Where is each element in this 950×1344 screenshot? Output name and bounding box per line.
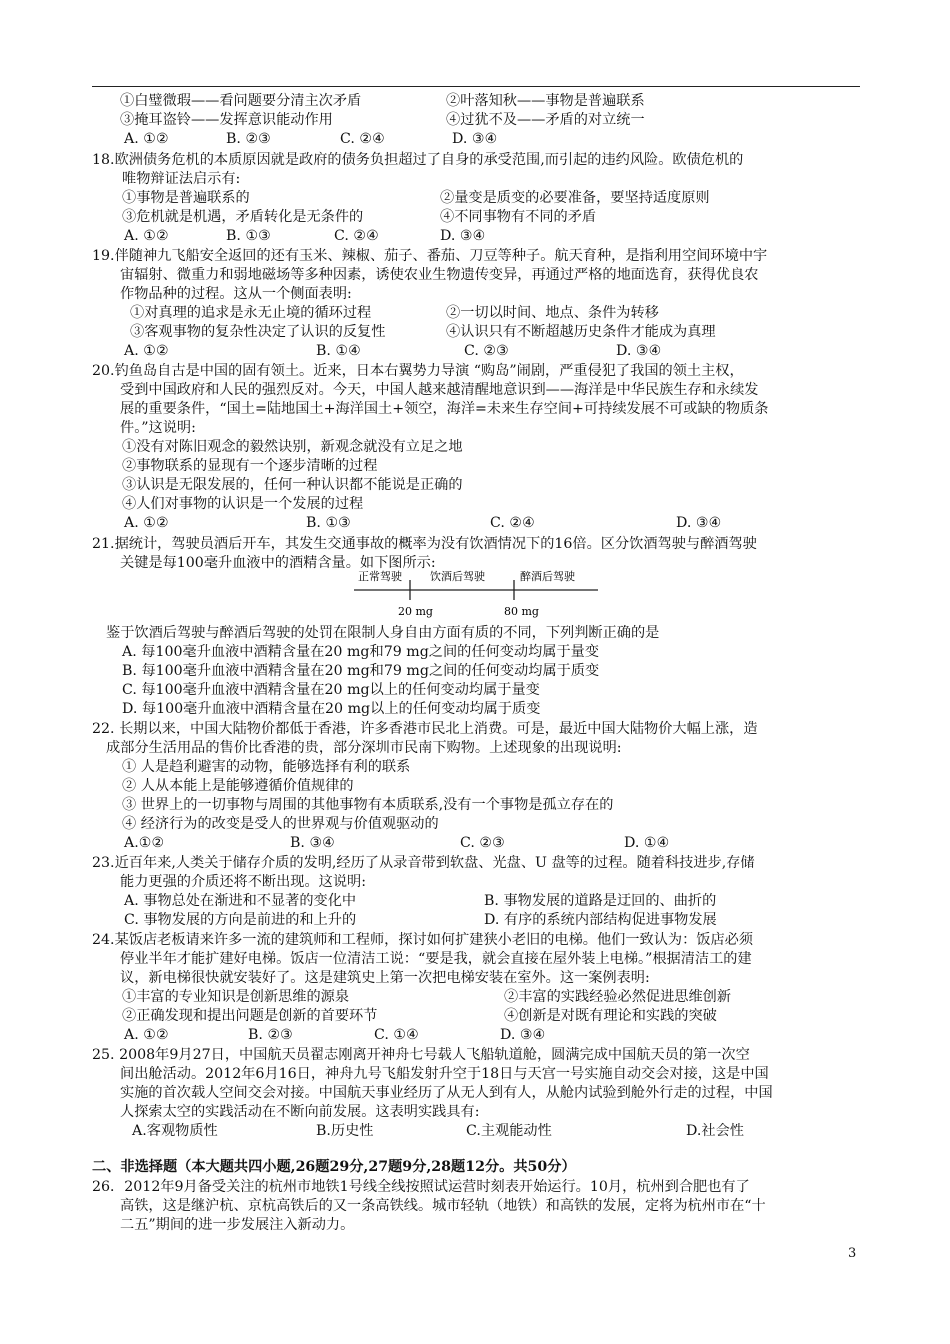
q19-stem-line1: 19.伴随神九飞船安全返回的还有玉米、辣椒、茄子、番茄、刀豆等种子。航天育种，是指利用空间环境中宇: [92, 248, 768, 264]
q22-option-2: ② 人从本能上是能够遵循价值规律的: [122, 778, 354, 794]
q22-choice-b: B. ③④: [290, 835, 335, 851]
q22-option-3: ③ 世界上的一切事物与周围的其他事物有本质联系,没有一个事物是孤立存在的: [122, 797, 614, 813]
q23-stem-line2: 能力更强的介质还将不断出现。这说明:: [120, 874, 366, 890]
q17-option-4: ④过犹不及——矛盾的对立统一: [446, 112, 645, 128]
q17-choice-d: D. ③④: [452, 131, 498, 147]
q18-stem-line1: 18.欧洲债务危机的本质原因就是政府的债务负担超过了自身的承受范围,而引起的违约风险。欧债危机的: [92, 152, 744, 168]
q20-stem-line4: 件。”这说明:: [120, 420, 196, 436]
q25-stem-line4: 人探索太空的实践活动在不断向前发展。这表明实践具有:: [120, 1104, 480, 1120]
q18-option-4: ④不同事物有不同的矛盾: [440, 209, 597, 225]
q24-choice-a: A. ①②: [124, 1027, 169, 1043]
q22-option-1: ① 人是趋利避害的动物，能够选择有利的联系: [122, 759, 411, 775]
q26-stem-line1: 26．2012年9月备受关注的杭州市地铁1号线全线按照试运营时刻表开始运行。10月，杭州到合肥也有了: [92, 1179, 750, 1195]
q18-choice-c: C. ②④: [334, 228, 379, 244]
q22-option-4: ④ 经济行为的改变是受人的世界观与价值观驱动的: [122, 816, 439, 832]
q21-option-a: A. 每100毫升血液中酒精含量在20 mg和79 mg之间的任何变动均属于量变: [122, 644, 600, 660]
q24-option-3: ②正确发现和提出问题是创新的首要环节: [122, 1008, 378, 1024]
q21-option-b: B. 每100毫升血液中酒精含量在20 mg和79 mg之间的任何变动均属于质变: [122, 663, 600, 679]
q22-choice-d: D. ①④: [624, 835, 670, 851]
q23-option-b: B. 事物发展的道路是迂回的、曲折的: [484, 893, 717, 909]
q20-stem-line1: 20.钓鱼岛自古是中国的固有领土。近来，日本右翼势力导演 “购岛”闹剧，严重侵犯了我国的领土主权，: [92, 363, 744, 379]
q23-option-a: A. 事物总处在渐进和不显著的变化中: [124, 893, 357, 909]
q20-option-3: ③认识是无限发展的，任何一种认识都不能说是正确的: [122, 477, 463, 493]
q20-option-4: ④人们对事物的认识是一个发展的过程: [122, 496, 364, 512]
q17-option-1: ①白璧微瑕——看问题要分清主次矛盾: [120, 93, 362, 109]
q18-choice-d: D. ③④: [440, 228, 486, 244]
q19-stem-line2: 宙辐射、微重力和弱地磁场等多种因素，诱使农业生物遗传变异，再通过严格的地面选育，获得优良农: [120, 267, 759, 283]
q17-choice-a: A. ①②: [124, 131, 169, 147]
q26-stem-line2: 高铁，这是继沪杭、京杭高铁后的又一条高铁线。城市轻轨（地铁）和高铁的发展，定将为杭州市在“十: [120, 1198, 766, 1214]
q18-choice-b: B. ①③: [226, 228, 271, 244]
q24-stem-line3: 议，新电梯很快就安装好了。这是建筑史上第一次把电梯安装在室外。这一案例表明:: [120, 970, 650, 986]
q19-choice-d: D. ③④: [616, 343, 662, 359]
q20-option-2: ②事物联系的显现有一个逐步清晰的过程: [122, 458, 378, 474]
q23-stem-line1: 23.近百年来,人类关于储存介质的发明,经历了从录音带到软盘、光盘、U 盘等的过程。随着科技进步,存储: [92, 855, 755, 871]
q17-option-3: ③掩耳盗铃——发挥意识能动作用: [120, 112, 333, 128]
q20-choice-d: D. ③④: [676, 515, 722, 531]
q20-option-1: ①没有对陈旧观念的毅然诀别，新观念就没有立足之地: [122, 439, 463, 455]
q21-stem-line3: 鉴于饮酒后驾驶与醉酒后驾驶的处罚在限制人身自由方面有质的不同，下列判断正确的是: [106, 625, 660, 641]
q19-option-4: ④认识只有不断超越历史条件才能成为真理: [446, 324, 716, 340]
q18-choice-a: A. ①②: [124, 228, 169, 244]
q18-option-3: ③危机就是机遇，矛盾转化是无条件的: [122, 209, 364, 225]
q21-stem-line1: 21.据统计，驾驶员酒后开车，其发生交通事故的概率为没有饮酒情况下的16倍。区分饮酒驾驶与醉酒驾驶: [92, 536, 757, 552]
q19-choice-c: C. ②③: [464, 343, 509, 359]
q23-option-d: D. 有序的系统内部结构促进事物发展: [484, 912, 717, 928]
q24-choice-d: D. ③④: [500, 1027, 546, 1043]
page-number: 3: [848, 1246, 857, 1261]
diagram-mark-80mg: 80 mg: [504, 605, 539, 618]
q20-stem-line3: 展的重要条件，“国土=陆地国土+海洋国土+领空，海洋=未来生存空间+可持续发展不可或缺的物质条: [120, 401, 769, 417]
q26-stem-line3: 二五”期间的进一步发展注入新动力。: [120, 1217, 355, 1233]
q24-option-4: ④创新是对既有理论和实践的突破: [504, 1008, 717, 1024]
q19-choice-b: B. ①④: [316, 343, 361, 359]
q20-choice-c: C. ②④: [490, 515, 535, 531]
q19-option-1: ①对真理的追求是永无止境的循环过程: [130, 305, 372, 321]
q25-choice-c: C.主观能动性: [466, 1123, 552, 1139]
header-rule: [92, 86, 860, 87]
section-heading: 二、非选择题（本大题共四小题,26题29分,27题9分,28题12分。共50分）: [92, 1159, 576, 1175]
q25-stem-line1: 25. 2008年9月27日，中国航天员翟志刚离开神舟七号载人飞船轨道舱，圆满完成中国航天员的第一次空: [92, 1047, 750, 1063]
q22-stem-line1: 22. 长期以来，中国大陆物价都低于香港，许多香港市民北上消费。可是，最近中国大陆物价大幅上涨，造: [92, 721, 758, 737]
q24-stem-line2: 停业半年才能扩建好电梯。饭店一位清洁工说：“要是我，就会直接在屋外装上电梯。”根据清洁工的建: [120, 951, 752, 967]
q19-option-2: ②一切以时间、地点、条件为转移: [446, 305, 659, 321]
q19-option-3: ③客观事物的复杂性决定了认识的反复性: [130, 324, 386, 340]
q25-choice-a: A.客观物质性: [132, 1123, 218, 1139]
q24-option-2: ②丰富的实践经验必然促进思维创新: [504, 989, 732, 1005]
q25-stem-line2: 间出舱活动。2012年6月16日，神舟九号飞船发射升空于18日与天宫一号实施自动交会对接，这是中国: [120, 1066, 769, 1082]
q20-choice-a: A. ①②: [124, 515, 169, 531]
q19-stem-line3: 作物品种的过程。这从一个侧面表明:: [120, 286, 352, 302]
q24-stem-line1: 24.某饭店老板请来许多一流的建筑师和工程师，探讨如何扩建狭小老旧的电梯。他们一致认为：饭店必须: [92, 932, 754, 948]
q21-option-c: C. 每100毫升血液中酒精含量在20 mg以上的任何变动均属于量变: [122, 682, 540, 698]
q24-choice-c: C. ①④: [374, 1027, 419, 1043]
diagram-mark-20mg: 20 mg: [398, 605, 433, 618]
q21-option-d: D. 每100毫升血液中酒精含量在20 mg以上的任何变动均属于质变: [122, 701, 541, 717]
q19-choice-a: A. ①②: [124, 343, 169, 359]
q20-choice-b: B. ①③: [306, 515, 351, 531]
q25-choice-d: D.社会性: [686, 1123, 744, 1139]
diagram-label-after-drinking: 饮酒后驾驶: [430, 570, 485, 583]
q22-choice-a: A.①②: [124, 835, 165, 851]
q17-option-2: ②叶落知秋——事物是普遍联系: [446, 93, 645, 109]
q24-choice-b: B. ②③: [248, 1027, 293, 1043]
q21-stem-line2: 关键是每100毫升血液中的酒精含量。如下图所示:: [120, 555, 436, 571]
q25-stem-line3: 实施的首次载人空间交会对接。中国航天事业经历了从无人到有人，从舱内试验到舱外行走的过程，中国: [120, 1085, 773, 1101]
q23-option-c: C. 事物发展的方向是前进的和上升的: [124, 912, 357, 928]
alcohol-level-diagram: [350, 566, 610, 620]
diagram-label-drunk: 醉酒后驾驶: [520, 570, 575, 583]
q22-choice-c: C. ②③: [460, 835, 505, 851]
q17-choice-c: C. ②④: [340, 131, 385, 147]
q18-option-1: ①事物是普遍联系的: [122, 190, 250, 206]
q18-stem-line2: 唯物辩证法启示有:: [122, 171, 241, 187]
q25-choice-b: B.历史性: [316, 1123, 374, 1139]
q20-stem-line2: 受到中国政府和人民的强烈反对。今天，中国人越来越清醒地意识到——海洋是中华民族生存和永续发: [120, 382, 759, 398]
q18-option-2: ②量变是质变的必要准备，要坚持适度原则: [440, 190, 710, 206]
q22-stem-line2: 成部分生活用品的售价比香港的贵，部分深圳市民南下购物。上述现象的出现说明:: [106, 740, 622, 756]
q24-option-1: ①丰富的专业知识是创新思维的源泉: [122, 989, 350, 1005]
diagram-label-normal: 正常驾驶: [358, 570, 402, 583]
q17-choice-b: B. ②③: [226, 131, 271, 147]
